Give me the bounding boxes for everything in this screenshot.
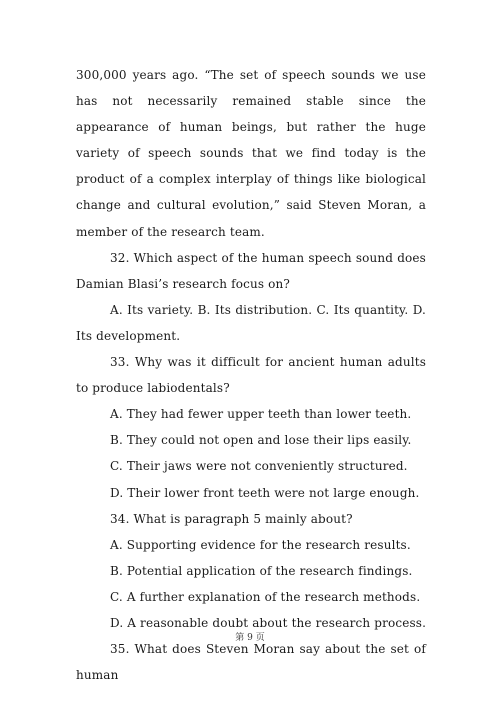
- question-33-stem: 33. Why was it difficult for ancient human adults to produce labiodentals?: [76, 355, 426, 396]
- question-32-options: A. Its variety. B. Its distribution. C. Its quantity. D. Its development.: [76, 302, 426, 343]
- question-33-option-a: A. They had fewer upper teeth than lower teeth.: [110, 407, 412, 422]
- question-34-option-c: C. A further explanation of the research methods.: [110, 589, 421, 604]
- question-33-option-b: B. They could not open and lose their lips easily.: [110, 433, 412, 448]
- question-32-stem: 32. Which aspect of the human speech sound does Damian Blasi’s research focus on?: [76, 250, 426, 291]
- page-number-footer: 第 9 页: [235, 633, 265, 643]
- question-33-option-d: D. Their lower front teeth were not large enough.: [110, 485, 420, 500]
- passage-paragraph: 300,000 years ago. “The set of speech sounds we use has not necessarily remained stable since the appearance of human beings, but rather the huge variety of speech sounds that we find today is the product of a complex interplay of things like biological change and cultural evolution,” said Steven Moran, a member of the research team.: [76, 68, 426, 239]
- question-34-option-a: A. Supporting evidence for the research results.: [110, 537, 411, 552]
- question-33-option-c: C. Their jaws were not conveniently structured.: [110, 459, 408, 474]
- question-35-stem: 35. What does Steven Moran say about the set of human: [76, 642, 426, 683]
- question-34-option-b: B. Potential application of the research findings.: [110, 563, 413, 578]
- page-content: [76, 62, 426, 688]
- question-34-option-d: D. A reasonable doubt about the research process.: [110, 615, 427, 630]
- question-34-stem: 34. What is paragraph 5 mainly about?: [110, 511, 353, 526]
